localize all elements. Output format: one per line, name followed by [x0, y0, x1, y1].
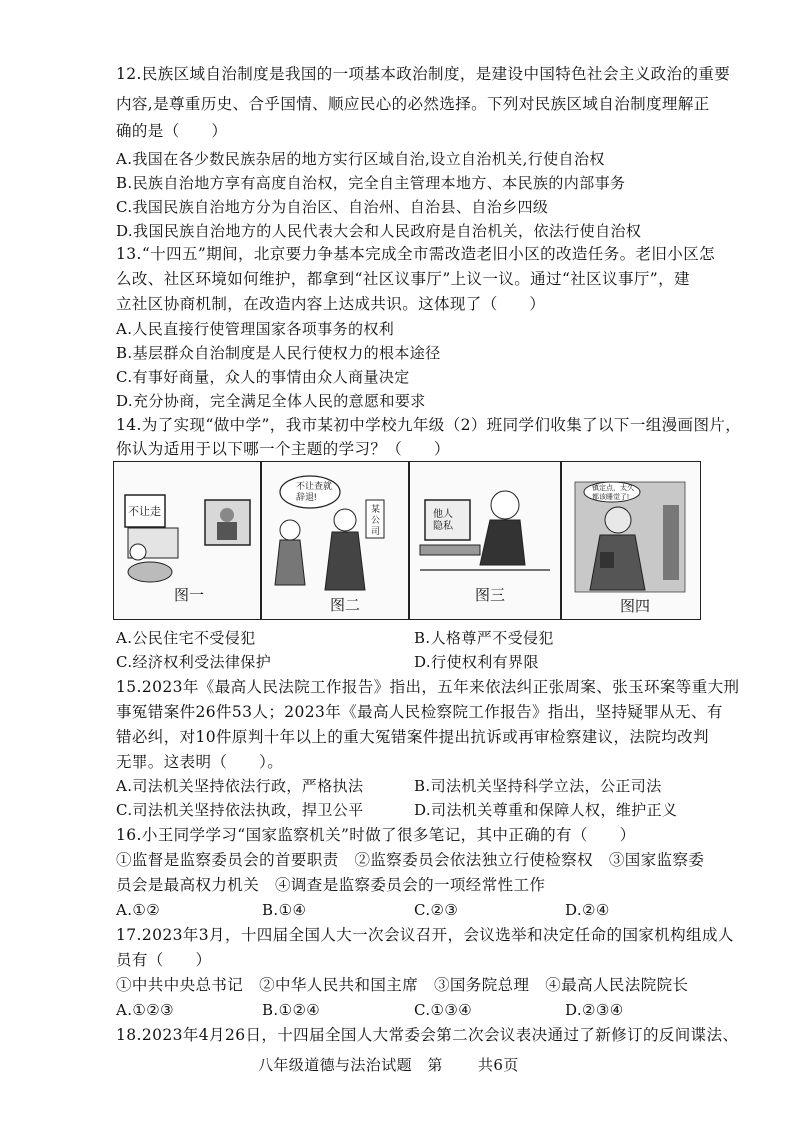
q13-stem-line3: 立社区协商机制，在改造内容上达成共识。这体现了（ ）	[116, 295, 546, 313]
q17-option-b: B.①②④	[262, 1001, 321, 1019]
comic-divider-1	[260, 461, 262, 620]
q17-stem-line3: ①中共中央总书记 ②中华人民共和国主席 ③国务院总理 ④最高人民法院院长	[116, 976, 689, 994]
q17-option-d: D.②③④	[565, 1001, 624, 1019]
footer-title: 八年级道德与法治试题 第	[258, 1056, 443, 1074]
q16-option-c: C.②③	[414, 901, 459, 919]
q17-stem-line2: 员有（ ）	[116, 951, 212, 969]
q15-stem-line2: 事冤错案件26件53人；2023年《最高人民检察院工作报告》指出，坚持疑罪从无、有	[116, 703, 723, 721]
q15-stem-line3: 错必纠，对10件原判十年以上的重大冤错案件提出抗诉或再审检察建议，法院均改判	[116, 728, 709, 746]
q16-option-b: B.①④	[262, 901, 307, 919]
q12-option-b: B.民族自治地方享有高度自治权，完全自主管理本地方、本民族的内部事务	[116, 174, 626, 192]
caption-panel-4: 图四	[620, 597, 651, 615]
q12-stem-line3: 确的是（ ）	[116, 122, 228, 140]
q15-option-b: B.司法机关坚持科学立法，公正司法	[414, 777, 662, 795]
q12-option-c: C.我国民族自治地方分为自治区、自治州、自治县、自治乡四级	[116, 198, 549, 216]
q16-stem-line3: 员会是最高权力机关 ④调查是监察委员会的一项经常性工作	[116, 876, 546, 894]
q14-stem-line2: 你认为适用于以下哪一个主题的学习？（ ）	[116, 440, 450, 458]
q13-option-b: B.基层群众自治制度是人民行使权力的根本途径	[116, 344, 441, 362]
q14-option-b: B.人格尊严不受侵犯	[414, 629, 554, 647]
q14-option-a: A.公民住宅不受侵犯	[116, 629, 256, 647]
q15-option-c: C.司法机关坚持依法执政，捍卫公平	[116, 801, 364, 819]
q15-option-a: A.司法机关坚持依法行政，严格执法	[116, 777, 364, 795]
footer-page-count: 共6页	[478, 1056, 519, 1074]
caption-panel-3: 图三	[475, 586, 506, 604]
panel4-speech-bubble-text: 镇定点，太久都该睡觉了!	[592, 485, 634, 501]
q16-option-d: D.②④	[565, 901, 610, 919]
q17-stem-line1: 17.2023年3月，十四届全国人大一次会议召开，会议选举和决定任命的国家机构组成人	[116, 926, 734, 944]
panel2-speech-bubble-text: 不让查就辞退!	[296, 481, 333, 502]
q16-stem-line2: ①监督是监察委员会的首要职责 ②监察委员会依法独立行使检察权 ③国家监察委	[116, 851, 705, 869]
q15-stem-line1: 15.2023年《最高人民法院工作报告》指出，五年来依法纠正张周案、张玉环案等重大刑	[116, 678, 740, 696]
q14-stem-line1: 14.为了实现“做中学”，我市某初中学校九年级（2）班同学们收集了以下一组漫画图片，	[116, 416, 742, 434]
q12-option-d: D.我国民族自治地方的人民代表大会和人民政府是自治机关，依法行使自治权	[116, 222, 642, 240]
caption-panel-1: 图一	[174, 586, 205, 604]
q17-option-a: A.①②③	[116, 1001, 174, 1019]
q13-option-d: D.充分协商，完全满足全体人民的意愿和要求	[116, 392, 426, 410]
comic-divider-2	[408, 461, 410, 620]
q13-stem-line2: 么改、社区环境如何维护，都拿到“社区议事厅”上议一议。通过“社区议事厅”，建	[116, 270, 690, 288]
q13-option-a: A.人民直接行使管理国家各项事务的权利	[116, 320, 395, 338]
q14-option-d: D.行使权利有界限	[414, 653, 539, 671]
comic-divider-3	[560, 461, 562, 620]
panel2-badge-text: 某公司	[371, 504, 381, 536]
panel3-screen-text: 他人隐私	[433, 509, 453, 532]
q13-stem-line1: 13.“十四五”期间，北京要力争基本完成全市需改造老旧小区的改造任务。老旧小区怎	[116, 245, 716, 263]
q16-option-a: A.①②	[116, 901, 161, 919]
q12-stem-line2: 内容,是尊重历史、合乎国情、顺应民心的必然选择。下列对民族区域自治制度理解正	[116, 95, 710, 113]
q15-stem-line4: 无罪。这表明（ ）。	[116, 753, 284, 771]
q12-stem-line1: 12.民族区域自治制度是我国的一项基本政治制度，是建设中国特色社会主义政治的重要	[116, 65, 731, 83]
q12-option-a: A.我国在各少数民族杂居的地方实行区域自治,设立自治机关,行使自治权	[116, 150, 605, 168]
q17-option-c: C.①③④	[414, 1001, 473, 1019]
caption-panel-2: 图二	[330, 596, 361, 614]
panel1-sign-text: 不让走	[128, 506, 161, 518]
q16-stem-line1: 16.小王同学学习“国家监察机关”时做了很多笔记，其中正确的有（ ）	[116, 826, 636, 844]
q15-option-d: D.司法机关尊重和保障人权，维护正义	[414, 801, 678, 819]
q14-option-c: C.经济权利受法律保护	[116, 653, 272, 671]
q13-option-c: C.有事好商量，众人的事情由众人商量决定	[116, 368, 410, 386]
q18-stem-line1: 18.2023年4月26日，十四届全国人大常委会第二次会议表决通过了新修订的反间谍法、	[116, 1026, 739, 1044]
